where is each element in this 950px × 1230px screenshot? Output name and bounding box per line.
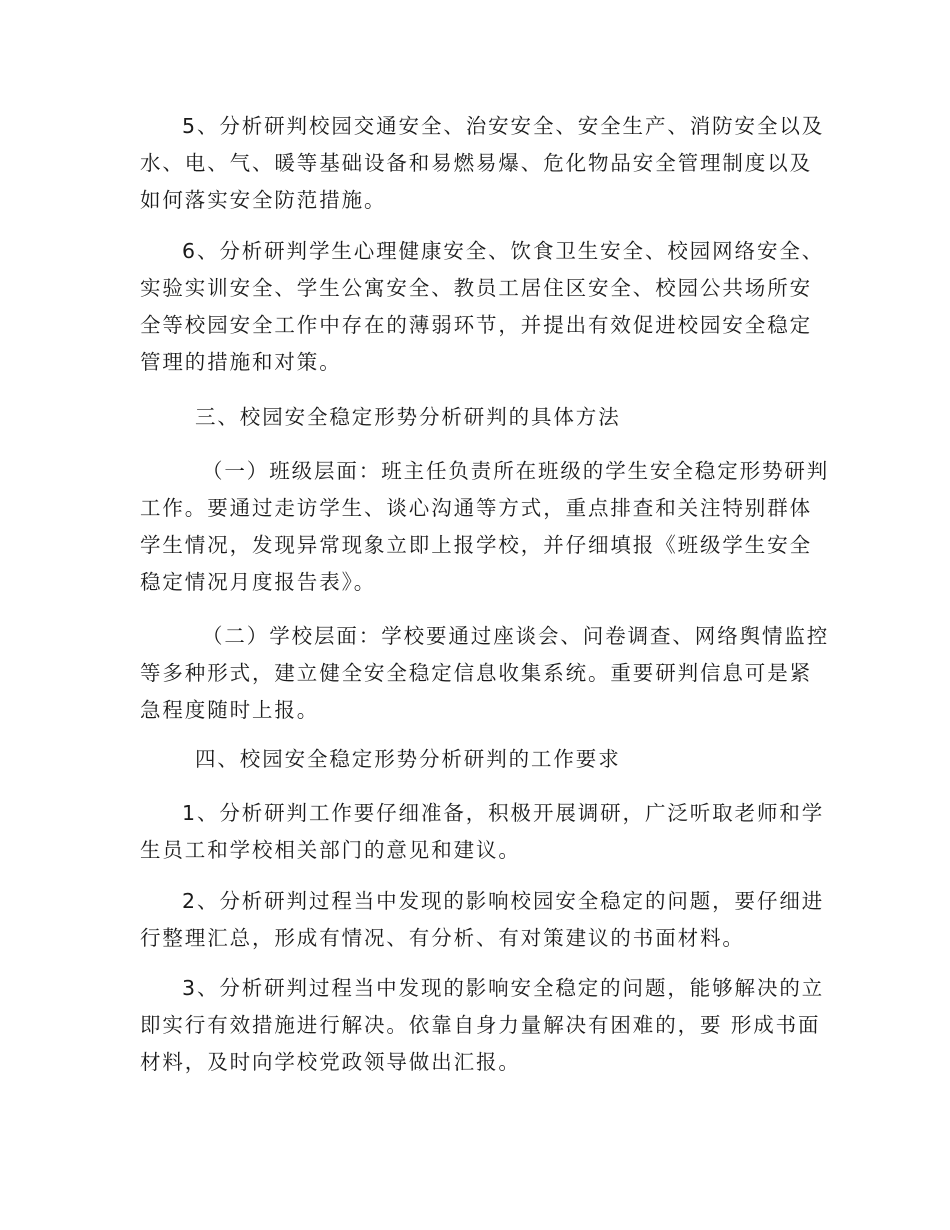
paragraph-line: 等多种形式，建立健全安全稳定信息收集系统。重要研判信息可是紧 <box>140 661 812 685</box>
heading-line: 三、校园安全稳定形势分析研判的具体方法 <box>195 405 621 429</box>
paragraph-line: 管理的措施和对策。 <box>140 350 342 374</box>
heading-line: 四、校园安全稳定形势分析研判的工作要求 <box>195 747 621 771</box>
paragraph-line: 全等校园安全工作中存在的薄弱环节，并提出有效促进校园安全稳定 <box>140 313 812 337</box>
requirement-item-3 <box>140 970 825 1081</box>
section-heading-4 <box>140 741 820 778</box>
paragraph-line: 实验实训安全、学生公寓安全、教员工居住区安全、校园公共场所安 <box>140 276 812 300</box>
paragraph-line: （二）学校层面：学校要通过座谈会、问卷调查、网络舆情监控 <box>202 624 830 648</box>
paragraph-line: 生员工和学校相关部门的意见和建议。 <box>140 838 521 862</box>
subsection-class-level <box>140 453 830 601</box>
paragraph-line: 2、分析研判过程当中发现的影响校园安全稳定的问题，要仔细进 <box>182 889 825 913</box>
paragraph-line: 材料，及时向学校党政领导做出汇报。 <box>140 1050 521 1074</box>
paragraph-line: 行整理汇总，形成有情况、有分析、有对策建议的书面材料。 <box>140 926 745 950</box>
paragraph-line: 如何落实安全防范措施。 <box>140 188 387 212</box>
section-heading-3 <box>140 399 820 436</box>
requirement-item-2 <box>140 883 825 957</box>
paragraph-line: 工作。要通过走访学生、谈心沟通等方式，重点排查和关注特别群体 <box>140 496 812 520</box>
subsection-school-level <box>140 618 830 729</box>
paragraph-line: 即实行有效措施进行解决。依靠自身力量解决有困难的，要 形成书面 <box>140 1013 821 1037</box>
paragraph-item-6 <box>140 233 825 381</box>
paragraph-line: 5、分析研判校园交通安全、治安安全、安全生产、消防安全以及 <box>182 114 825 138</box>
paragraph-line: （一）班级层面：班主任负责所在班级的学生安全稳定形势研判 <box>202 459 830 483</box>
paragraph-line: 6、分析研判学生心理健康安全、饮食卫生安全、校园网络安全、 <box>182 239 825 263</box>
requirement-item-1 <box>140 795 825 869</box>
paragraph-line: 急程度随时上报。 <box>140 698 320 722</box>
paragraph-line: 稳定情况月度报告表》。 <box>140 570 377 594</box>
paragraph-line: 3、分析研判过程当中发现的影响安全稳定的问题，能够解决的立 <box>182 976 825 1000</box>
paragraph-line: 学生情况，发现异常现象立即上报学校，并仔细填报《班级学生安全 <box>140 533 812 557</box>
paragraph-line: 水、电、气、暖等基础设备和易燃易爆、危化物品安全管理制度以及 <box>140 151 812 175</box>
paragraph-item-5 <box>140 108 825 219</box>
paragraph-line: 1、分析研判工作要仔细准备，积极开展调研，广泛听取老师和学 <box>182 801 825 825</box>
